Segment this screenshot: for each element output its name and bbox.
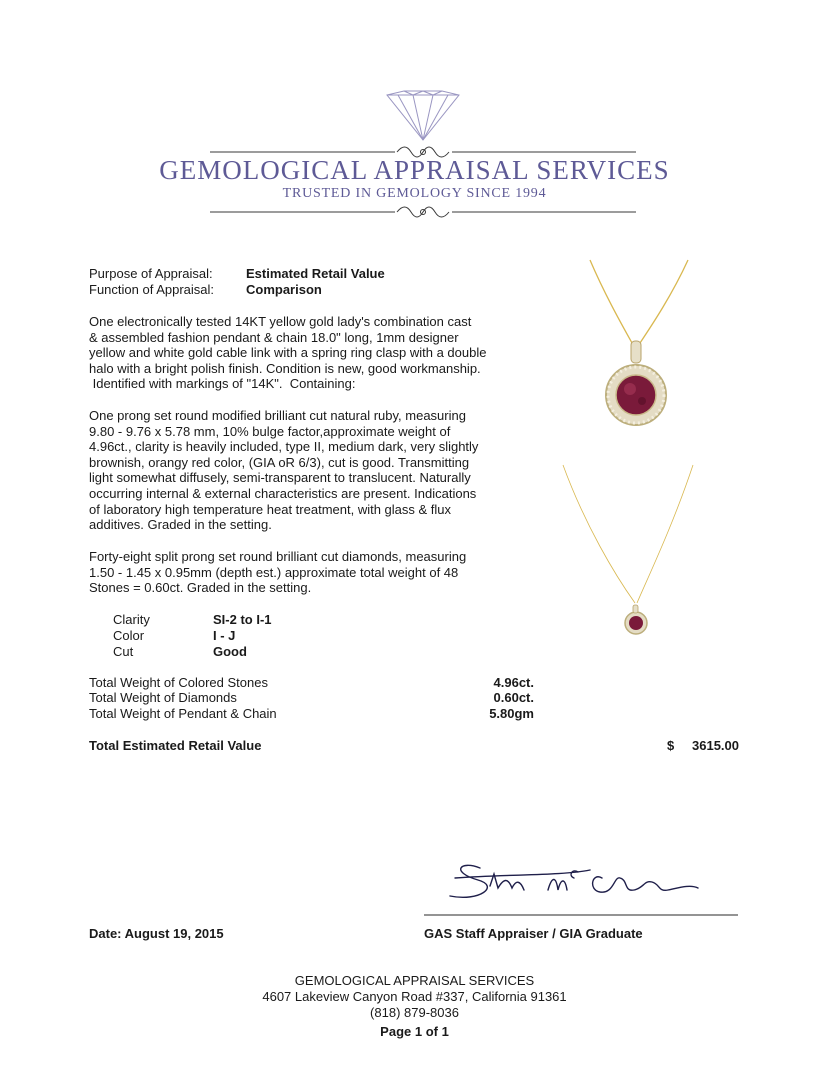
text-line: Identified with markings of "14K". Containing:	[89, 376, 356, 392]
total-diamonds-value: 0.60ct.	[493, 690, 534, 705]
text-line: 4.96ct., clarity is heavily included, type II, medium dark, very slightly	[89, 439, 479, 455]
pendant-bail-icon	[631, 341, 641, 363]
pendant-full-image	[555, 455, 705, 645]
cut-label: Cut	[113, 644, 134, 659]
description-paragraph-2	[89, 408, 519, 533]
appraisal-date: Date: August 19, 2015	[89, 926, 224, 941]
function-label: Function of Appraisal:	[89, 282, 215, 297]
ruby-icon	[616, 375, 656, 415]
appraiser-signature	[420, 850, 750, 925]
description-paragraph-3	[89, 549, 519, 596]
total-colored-label: Total Weight of Colored Stones	[89, 675, 268, 690]
total-diamonds-label: Total Weight of Diamonds	[89, 690, 237, 705]
brand-name: GEMOLOGICAL APPRAISAL SERVICES	[159, 155, 670, 185]
footer-phone: (818) 879-8036	[370, 1005, 459, 1020]
footer-address: 4607 Lakeview Canyon Road #337, California 91361	[262, 989, 567, 1004]
total-colored-value: 4.96ct.	[493, 675, 534, 690]
text-line: One electronically tested 14KT yellow gold lady's combination cast	[89, 314, 472, 329]
ruby-icon	[629, 616, 643, 630]
purpose-label: Purpose of Appraisal:	[89, 266, 213, 281]
page-number: Page 1 of 1	[380, 1024, 449, 1039]
color-label: Color	[113, 628, 145, 643]
brand-tagline: TRUSTED IN GEMOLOGY SINCE 1994	[282, 186, 547, 201]
total-pendant-label: Total Weight of Pendant & Chain	[89, 706, 277, 721]
text-line: Forty-eight split prong set round brilliant cut diamonds, measuring	[89, 549, 467, 564]
text-line: yellow and white gold cable link with a spring ring clasp with a double	[89, 345, 487, 361]
function-value: Comparison	[246, 282, 322, 297]
total-pendant-value: 5.80gm	[489, 706, 534, 721]
text-line: brownish, orangy red color, (GIA oR 6/3), cut is good. Transmitting	[89, 454, 470, 470]
text-line: One prong set round modified brilliant cut natural ruby, measuring	[89, 408, 466, 423]
clarity-label: Clarity	[113, 612, 150, 627]
clarity-value: SI-2 to I-1	[213, 612, 272, 627]
description-paragraph-1	[89, 314, 519, 392]
total-value-label: Total Estimated Retail Value	[89, 738, 262, 753]
text-line: & assembled fashion pendant & chain 18.0" long, 1mm designer	[89, 329, 459, 345]
text-line: Stones = 0.60ct. Graded in the setting.	[89, 580, 312, 596]
pendant-closeup-image	[560, 255, 710, 445]
diamond-icon	[387, 91, 459, 140]
total-value-amount: 3615.00	[692, 738, 739, 753]
appraiser-title: GAS Staff Appraiser / GIA Graduate	[424, 926, 643, 941]
chain-icon	[590, 260, 688, 343]
text-line: 9.80 - 9.76 x 5.78 mm, 10% bulge factor,approximate weight of	[89, 423, 451, 439]
footer-company: GEMOLOGICAL APPRAISAL SERVICES	[294, 973, 535, 988]
text-line: 1.50 - 1.45 x 0.95mm (depth est.) approximate total weight of 48	[89, 564, 459, 580]
text-line: additives. Graded in the setting.	[89, 517, 272, 533]
color-value: I - J	[213, 628, 236, 643]
text-line: light somewhat diffusely, semi-transparent to translucent. Naturally	[89, 470, 471, 486]
text-line: halo with a bright polish finish. Condition is new, good workmanship.	[89, 360, 481, 376]
currency-symbol: $	[667, 738, 675, 753]
cut-value: Good	[213, 644, 247, 659]
purpose-value: Estimated Retail Value	[246, 266, 385, 281]
bottom-ornament-line	[210, 207, 636, 217]
text-line: of laboratory high temperature heat treatment, with glass & flux	[89, 501, 452, 517]
text-line: occurring internal & external characteristics are present. Indications	[89, 485, 477, 501]
chain-icon	[563, 465, 693, 603]
